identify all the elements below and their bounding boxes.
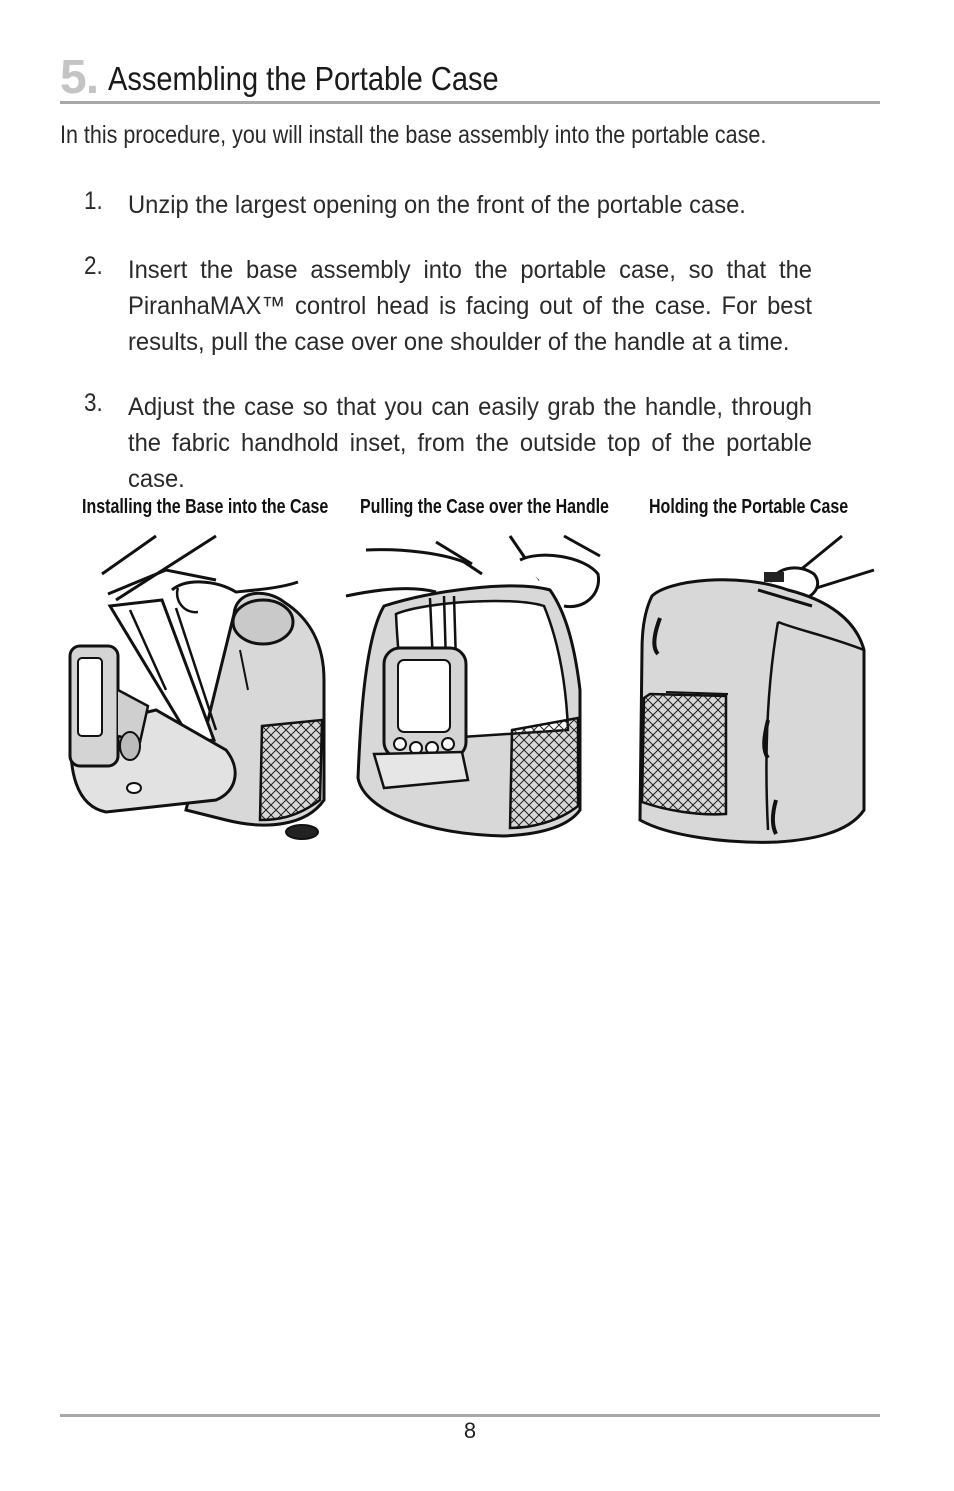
holding-case-illustration [628,530,878,846]
intro-paragraph: In this procedure, you will install the base assembly into the portable case. [60,121,767,149]
figure-caption-installing: Installing the Base into the Case [82,496,329,518]
section-heading [60,51,880,104]
page-number: 8 [463,1418,477,1443]
step-text: Adjust the case so that you can easily grab the handle, through the fabric handhold inset, from the outside top of the portable case. [128,393,812,493]
step-number: 3. [84,389,103,417]
section-number: 5. [60,51,99,104]
figure-caption-holding: Holding the Portable Case [649,496,849,518]
footer-divider [60,1414,880,1417]
installing-base-illustration [66,530,328,846]
step-number: 1. [84,187,103,215]
step-text: Unzip the largest opening on the front of the portable case. [128,191,746,219]
pulling-case-illustration [344,530,606,846]
figure-caption-pulling: Pulling the Case over the Handle [360,496,609,518]
step-text: Insert the base assembly into the portable case, so that the PiranhaMAX™ control head is facing out of the case. For best results, pull the case over one shoulder of the handle at a time. [128,256,812,356]
section-title: Assembling the Portable Case [108,60,499,97]
step-number: 2. [84,252,103,280]
